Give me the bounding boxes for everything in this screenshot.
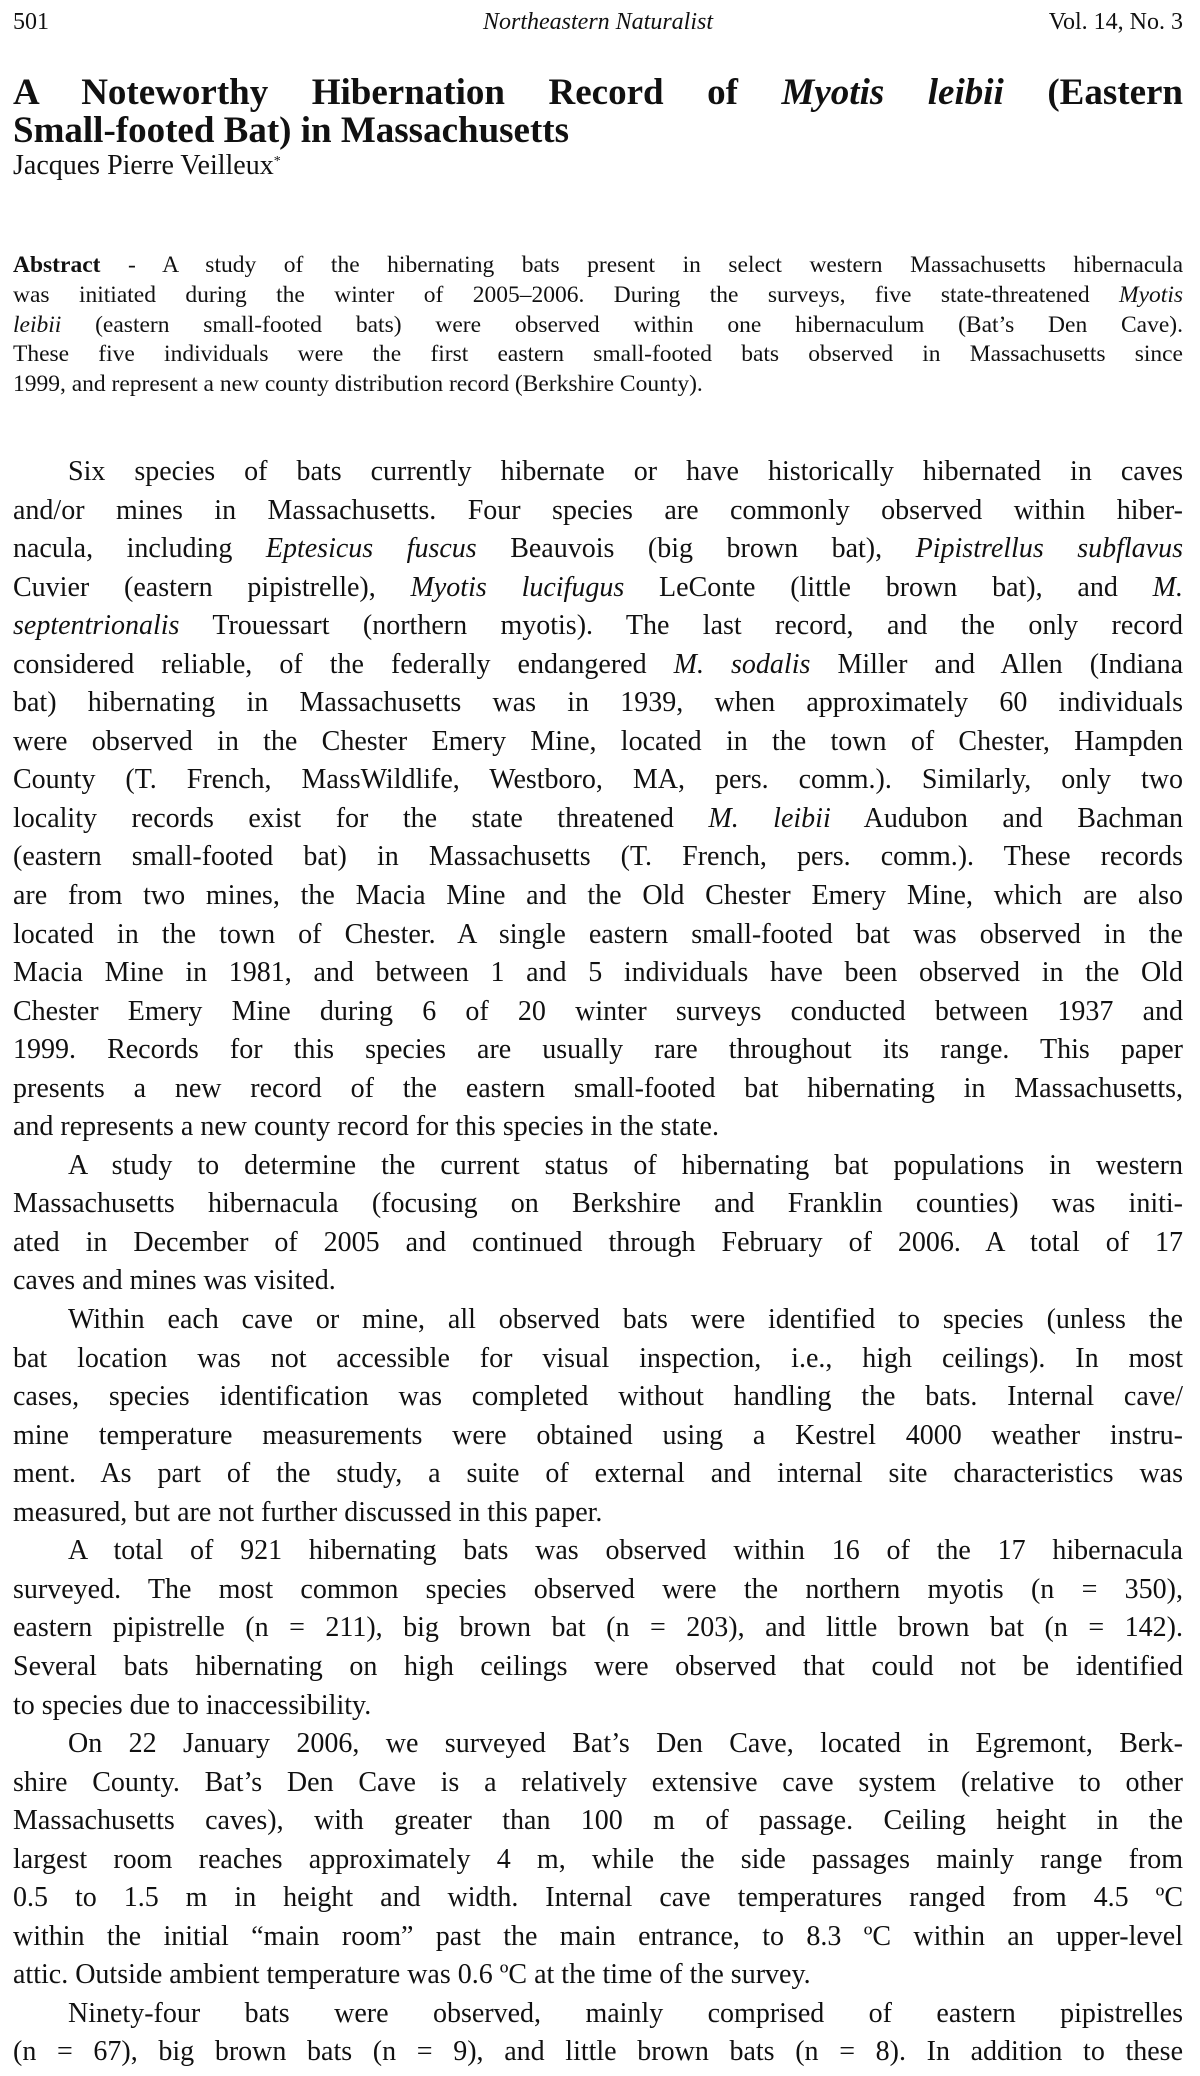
abstract-line <box>13 281 1183 311</box>
text-run: Trouessart (northern myotis). The last record, and the only record <box>179 610 1183 642</box>
text-run: considered reliable, of the federally endangered <box>13 648 674 680</box>
body-line <box>13 1956 1183 1995</box>
text-run: 1999, and represent a new county distribution record (Berkshire County). <box>13 371 703 398</box>
body-line <box>13 1340 1183 1379</box>
text-run: bat location was not accessible for visual inspection, i.e., high ceilings). In most <box>13 1342 1183 1374</box>
body-line <box>13 1995 1183 2034</box>
body-line <box>13 1532 1183 1571</box>
running-head <box>13 6 1183 38</box>
author-line <box>13 150 281 182</box>
text-run: A Noteworthy Hibernation Record of <box>13 72 782 113</box>
body-line <box>13 1918 1183 1957</box>
body-line <box>13 1031 1183 1070</box>
author-footnote-mark[interactable]: * <box>273 154 281 169</box>
text-run: largest room reaches approximately 4 m, while the side passages mainly range from <box>13 1843 1183 1875</box>
abstract-line <box>13 311 1183 341</box>
text-run: bat) hibernating in Massachusetts was in 1939, when approximately 60 individuals <box>13 687 1183 719</box>
italic-term: Eptesicus fuscus <box>265 533 477 565</box>
text-run: These five individuals were the first eastern small-footed bats observed in Massachusetts since <box>13 341 1183 368</box>
body-line <box>13 954 1183 993</box>
italic-term: Pipistrellus subflavus <box>915 533 1184 565</box>
text-run: Macia Mine in 1981, and between 1 and 5 individuals have been observed in the Old <box>13 957 1183 989</box>
body-line <box>13 1070 1183 1109</box>
body-line <box>13 1571 1183 1610</box>
body-line <box>13 1262 1183 1301</box>
text-run: A study to determine the current status of hibernating bat populations in western <box>68 1149 1183 1181</box>
text-run: were observed in the Chester Emery Mine, located in the town of Chester, Hampden <box>13 725 1183 757</box>
text-run: shire County. Bat’s Den Cave is a relatively extensive cave system (relative to other <box>13 1766 1183 1798</box>
text-run: Ninety-four bats were observed, mainly comprised of eastern pipistrelles <box>68 1997 1183 2029</box>
body-line <box>13 1185 1183 1224</box>
text-run: On 22 January 2006, we surveyed Bat’s Den Cave, located in Egremont, Berk- <box>68 1728 1183 1760</box>
italic-term: leibii <box>13 311 62 338</box>
italic-term: septentrionalis <box>13 610 180 642</box>
body-line <box>13 530 1183 569</box>
italic-term: M. leibii <box>708 802 831 834</box>
body-line <box>13 723 1183 762</box>
text-run: (eastern small-footed bat) in Massachusetts (T. French, pers. comm.). These records <box>13 841 1183 873</box>
text-run: Within each cave or mine, all observed bats were identified to species (unless the <box>68 1304 1183 1336</box>
text-run: (eastern small-footed bats) were observed within one hibernaculum (Bat’s Den Cave). <box>61 311 1183 338</box>
text-run: Small-footed Bat) in Massachusetts <box>13 110 570 151</box>
text-run: to species due to inaccessibility. <box>13 1689 372 1721</box>
body-line <box>13 492 1183 531</box>
text-run: presents a new record of the eastern small-footed bat hibernating in Massachusetts, <box>13 1072 1183 1104</box>
abstract-line <box>13 251 1183 281</box>
text-run: (Eastern <box>1003 72 1183 113</box>
text-run: (n = 67), big brown bats (n = 9), and little brown bats (n = 8). In addition to these <box>13 2036 1183 2068</box>
page-number: 501 <box>13 9 49 35</box>
body-line <box>13 569 1183 608</box>
bold-label: Abstract <box>13 252 101 278</box>
italic-term: M. sodalis <box>673 648 811 680</box>
text-run: located in the town of Chester. A single eastern small-footed bat was observed in the <box>13 918 1183 950</box>
body-line <box>13 838 1183 877</box>
body-text <box>13 453 1183 2072</box>
text-run: 1999. Records for this species are usually rare throughout its range. This paper <box>13 1034 1183 1066</box>
text-run: caves and mines was visited. <box>13 1265 336 1297</box>
body-line <box>13 877 1183 916</box>
text-run: within the initial “main room” past the main entrance, to 8.3 ºC within an upper-level <box>13 1920 1183 1952</box>
text-run: locality records exist for the state threatened <box>13 802 709 834</box>
text-run: nacula, including <box>13 533 266 565</box>
body-line <box>13 607 1183 646</box>
text-run: County (T. French, MassWildlife, Westboro, MA, pers. comm.). Similarly, only two <box>13 764 1183 796</box>
italic-term: Myotis <box>1119 281 1183 308</box>
abstract-line <box>13 340 1183 370</box>
text-run: cases, species identification was completed without handling the bats. Internal cave/ <box>13 1381 1183 1413</box>
body-line <box>13 800 1183 839</box>
volume-issue: Vol. 14, No. 3 <box>1048 9 1183 35</box>
body-line <box>13 1224 1183 1263</box>
italic-term: M. <box>1152 571 1183 603</box>
text-run: A total of 921 hibernating bats was observed within 16 of the 17 hibernacula <box>68 1535 1183 1567</box>
body-line <box>13 761 1183 800</box>
text-run: are from two mines, the Macia Mine and the Old Chester Emery Mine, which are also <box>13 880 1183 912</box>
body-line <box>13 1147 1183 1186</box>
text-run: Massachusetts caves), with greater than 100 m of passage. Ceiling height in the <box>13 1805 1183 1837</box>
body-line <box>13 1301 1183 1340</box>
body-line <box>13 993 1183 1032</box>
body-line <box>13 646 1183 685</box>
abstract-line <box>13 370 1183 400</box>
title-line <box>13 112 1183 150</box>
body-line <box>13 453 1183 492</box>
text-run: Several bats hibernating on high ceilings were observed that could not be identified <box>13 1650 1183 1682</box>
text-run: Miller and Allen (Indiana <box>810 648 1184 680</box>
body-line <box>13 1417 1183 1456</box>
text-run: Six species of bats currently hibernate or have historically hibernated in caves <box>68 456 1183 487</box>
body-line <box>13 1802 1183 1841</box>
body-line <box>13 1687 1183 1726</box>
text-run: Beauvois (big brown bat), <box>476 533 916 565</box>
italic-term: Myotis lucifugus <box>410 571 625 603</box>
body-line <box>13 1648 1183 1687</box>
text-run: LeConte (little brown bat), and <box>624 571 1153 603</box>
body-line <box>13 684 1183 723</box>
body-line <box>13 1879 1183 1918</box>
italic-term: Myotis leibii <box>781 72 1004 113</box>
text-run: mine temperature measurements were obtained using a Kestrel 4000 weather instru- <box>13 1419 1183 1451</box>
body-line <box>13 916 1183 955</box>
text-run: attic. Outside ambient temperature was 0.6 ºC at the time of the survey. <box>13 1959 811 1991</box>
text-run: ated in December of 2005 and continued through February of 2006. A total of 17 <box>13 1226 1183 1258</box>
body-line <box>13 1378 1183 1417</box>
text-run: measured, but are not further discussed in this paper. <box>13 1496 603 1528</box>
body-line <box>13 1725 1183 1764</box>
text-run: surveyed. The most common species observed were the northern myotis (n = 350), <box>13 1573 1183 1605</box>
author-name: Jacques Pierre Veilleux <box>13 150 274 181</box>
text-run: and represents a new county record for this species in the state. <box>13 1111 719 1143</box>
abstract <box>13 251 1183 400</box>
text-run: eastern pipistrelle (n = 211), big brown bat (n = 203), and little brown bat (n = 142). <box>13 1612 1183 1644</box>
body-line <box>13 1764 1183 1803</box>
body-line <box>13 1455 1183 1494</box>
body-line <box>13 1609 1183 1648</box>
body-line <box>13 1494 1183 1533</box>
text-run: Chester Emery Mine during 6 of 20 winter surveys conducted between 1937 and <box>13 995 1183 1027</box>
title-line <box>13 74 1183 112</box>
text-run: and/or mines in Massachusetts. Four species are commonly observed within hiber- <box>13 494 1183 526</box>
text-run: was initiated during the winter of 2005–2006. During the surveys, five state-threatened <box>13 281 1120 308</box>
text-run: ment. As part of the study, a suite of external and internal site characteristics was <box>13 1458 1183 1490</box>
body-line <box>13 1108 1183 1147</box>
text-run: Cuvier (eastern pipistrelle), <box>13 571 411 603</box>
text-run: - A study of the hibernating bats present in select western Massachusetts hibernacula <box>100 252 1183 278</box>
text-run: Audubon and Bachman <box>830 802 1184 834</box>
article-title <box>13 74 1183 150</box>
text-run: Massachusetts hibernacula (focusing on Berkshire and Franklin counties) was initi- <box>13 1188 1183 1220</box>
text-run: 0.5 to 1.5 m in height and width. Internal cave temperatures ranged from 4.5 ºC <box>13 1882 1183 1914</box>
body-line <box>13 2033 1183 2072</box>
journal-name: Northeastern Naturalist <box>482 9 714 35</box>
body-line <box>13 1841 1183 1880</box>
